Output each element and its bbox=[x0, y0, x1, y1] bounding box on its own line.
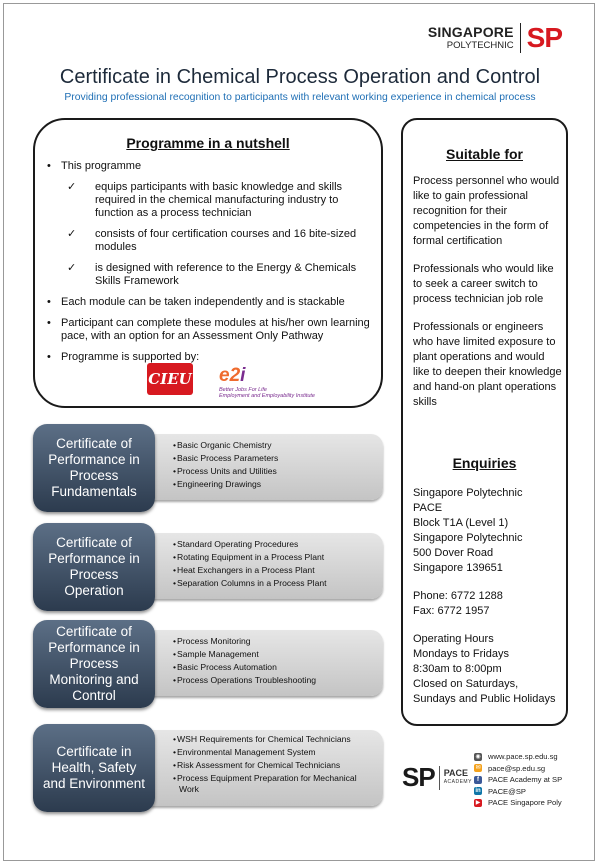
nutshell-box bbox=[33, 118, 383, 408]
suitable-item: Professionals or engineers who have limited exposure to plant operations and would like to deepen their knowledge and hand-on plant operations skills bbox=[413, 321, 562, 408]
module-panel bbox=[141, 730, 383, 806]
suitable-item: Professionals who would like to seek a career switch to process technician job role bbox=[413, 263, 554, 305]
enquiries-phone: Phone: 6772 1288 Fax: 6772 1957 bbox=[413, 590, 503, 617]
module-item: • Heat Exchangers in a Process Plant bbox=[173, 565, 373, 576]
module-panel bbox=[141, 533, 383, 599]
module-panel bbox=[141, 630, 383, 696]
facebook-icon: f bbox=[474, 776, 482, 784]
suitable-item: Process personnel who would like to gain professional recognition for their competencies in the form of formal certification bbox=[413, 175, 560, 247]
nutshell-list bbox=[47, 160, 375, 372]
suitable-box bbox=[401, 118, 568, 726]
contact-list bbox=[474, 751, 594, 809]
pace-logo: SP PACE ACADEMY bbox=[402, 762, 472, 792]
certificate-row bbox=[33, 424, 383, 512]
e2i-logo: e2i Better Jobs For Life Employment and Employability Institute bbox=[219, 365, 315, 399]
module-item: • Rotating Equipment in a Process Plant bbox=[173, 552, 373, 563]
module-item: • Basic Process Parameters bbox=[173, 453, 373, 464]
module-item: • Process Operations Troubleshooting bbox=[173, 675, 373, 686]
suitable-list bbox=[413, 174, 563, 423]
logo-line2: POLYTECHNIC bbox=[446, 40, 514, 52]
email-icon: ✉ bbox=[475, 765, 481, 772]
module-item: • Standard Operating Procedures bbox=[173, 539, 373, 550]
module-item: • Process Units and Utilities bbox=[173, 466, 373, 477]
logo-line1: SINGAPORE bbox=[427, 24, 514, 41]
youtube-icon: ▶ bbox=[475, 799, 481, 806]
suitable-heading: Suitable for bbox=[445, 146, 523, 162]
sp-logo bbox=[428, 22, 562, 54]
module-item: • Environmental Management System bbox=[173, 747, 373, 758]
certificate-row bbox=[33, 724, 383, 812]
cieu-logo: CIEU bbox=[147, 363, 193, 395]
enquiries-heading: Enquiries bbox=[452, 455, 517, 471]
check-item: ✓ is designed with reference to the Energy & Chemicals Skills Framework bbox=[67, 262, 357, 287]
certificate-row bbox=[33, 620, 383, 708]
certificate-title: Certificate in Health, Safety and Environment bbox=[33, 724, 155, 812]
module-panel bbox=[141, 434, 383, 500]
module-item: • Process Equipment Preparation for Mechanical Work bbox=[173, 773, 373, 795]
list-item: • Programme is supported by: bbox=[47, 351, 200, 363]
contact-youtube[interactable]: ▶ PACE Singapore Poly bbox=[475, 798, 562, 807]
globe-icon: ◉ bbox=[475, 753, 481, 760]
check-icon: ✓ bbox=[67, 181, 77, 193]
enquiries-address: Singapore Polytechnic PACE Block T1A (Level 1) Singapore Polytechnic 500 Dover Road Singapore 139651 bbox=[413, 487, 523, 574]
check-item: ✓ consists of four certification courses and 16 bite-sized modules bbox=[67, 228, 357, 253]
check-icon: ✓ bbox=[67, 228, 77, 240]
list-item: • Participant can complete these modules at his/her own learning pace, with an option for an Assessment Only Pathway bbox=[47, 317, 370, 342]
module-item: • Separation Columns in a Process Plant bbox=[173, 578, 373, 589]
nutshell-heading: Programme in a nutshell bbox=[126, 135, 290, 151]
module-item: • Sample Management bbox=[173, 649, 373, 660]
contact-linkedin[interactable]: in PACE@SP bbox=[475, 786, 526, 796]
module-item: • WSH Requirements for Chemical Technicians bbox=[173, 734, 373, 745]
list-item: • Each module can be taken independently and is stackable bbox=[47, 296, 345, 308]
check-icon: ✓ bbox=[67, 262, 77, 274]
page-title: Certificate in Chemical Process Operation and Control bbox=[59, 66, 541, 88]
contact-website[interactable]: ◉ www.pace.sp.edu.sg bbox=[475, 752, 558, 761]
check-item: ✓ equips participants with basic knowledge and skills required in the chemical manufacturing industry to function as a process technician bbox=[67, 181, 343, 219]
logo-mark: SP bbox=[526, 22, 562, 53]
certificate-row bbox=[33, 523, 383, 611]
certificate-title: Certificate of Performance in Process Operation bbox=[33, 523, 155, 611]
certificate-title: Certificate of Performance in Process Fundamentals bbox=[33, 424, 155, 512]
partner-logos bbox=[35, 363, 381, 403]
module-item: • Process Monitoring bbox=[173, 636, 373, 647]
linkedin-icon: in bbox=[475, 788, 481, 795]
certificate-title: Certificate of Performance in Process Monitoring and Control bbox=[33, 620, 155, 708]
enquiries-hours: Operating Hours Mondays to Fridays 8:30am to 8:00pm Closed on Saturdays, Sundays and Public Holidays bbox=[413, 633, 556, 705]
enquiries-details bbox=[413, 486, 563, 720]
module-item: • Basic Organic Chemistry bbox=[173, 440, 373, 451]
list-item: • This programme bbox=[47, 160, 142, 172]
contact-email[interactable]: ✉ pace@sp.edu.sg bbox=[475, 763, 546, 773]
contact-facebook[interactable]: f PACE Academy at SP bbox=[474, 774, 594, 786]
module-item: • Basic Process Automation bbox=[173, 662, 373, 673]
page-subtitle: Providing professional recognition to participants with relevant working experience in chemical process bbox=[64, 92, 536, 103]
module-item: • Engineering Drawings bbox=[173, 479, 373, 490]
module-item: • Risk Assessment for Chemical Technicians bbox=[173, 760, 373, 771]
